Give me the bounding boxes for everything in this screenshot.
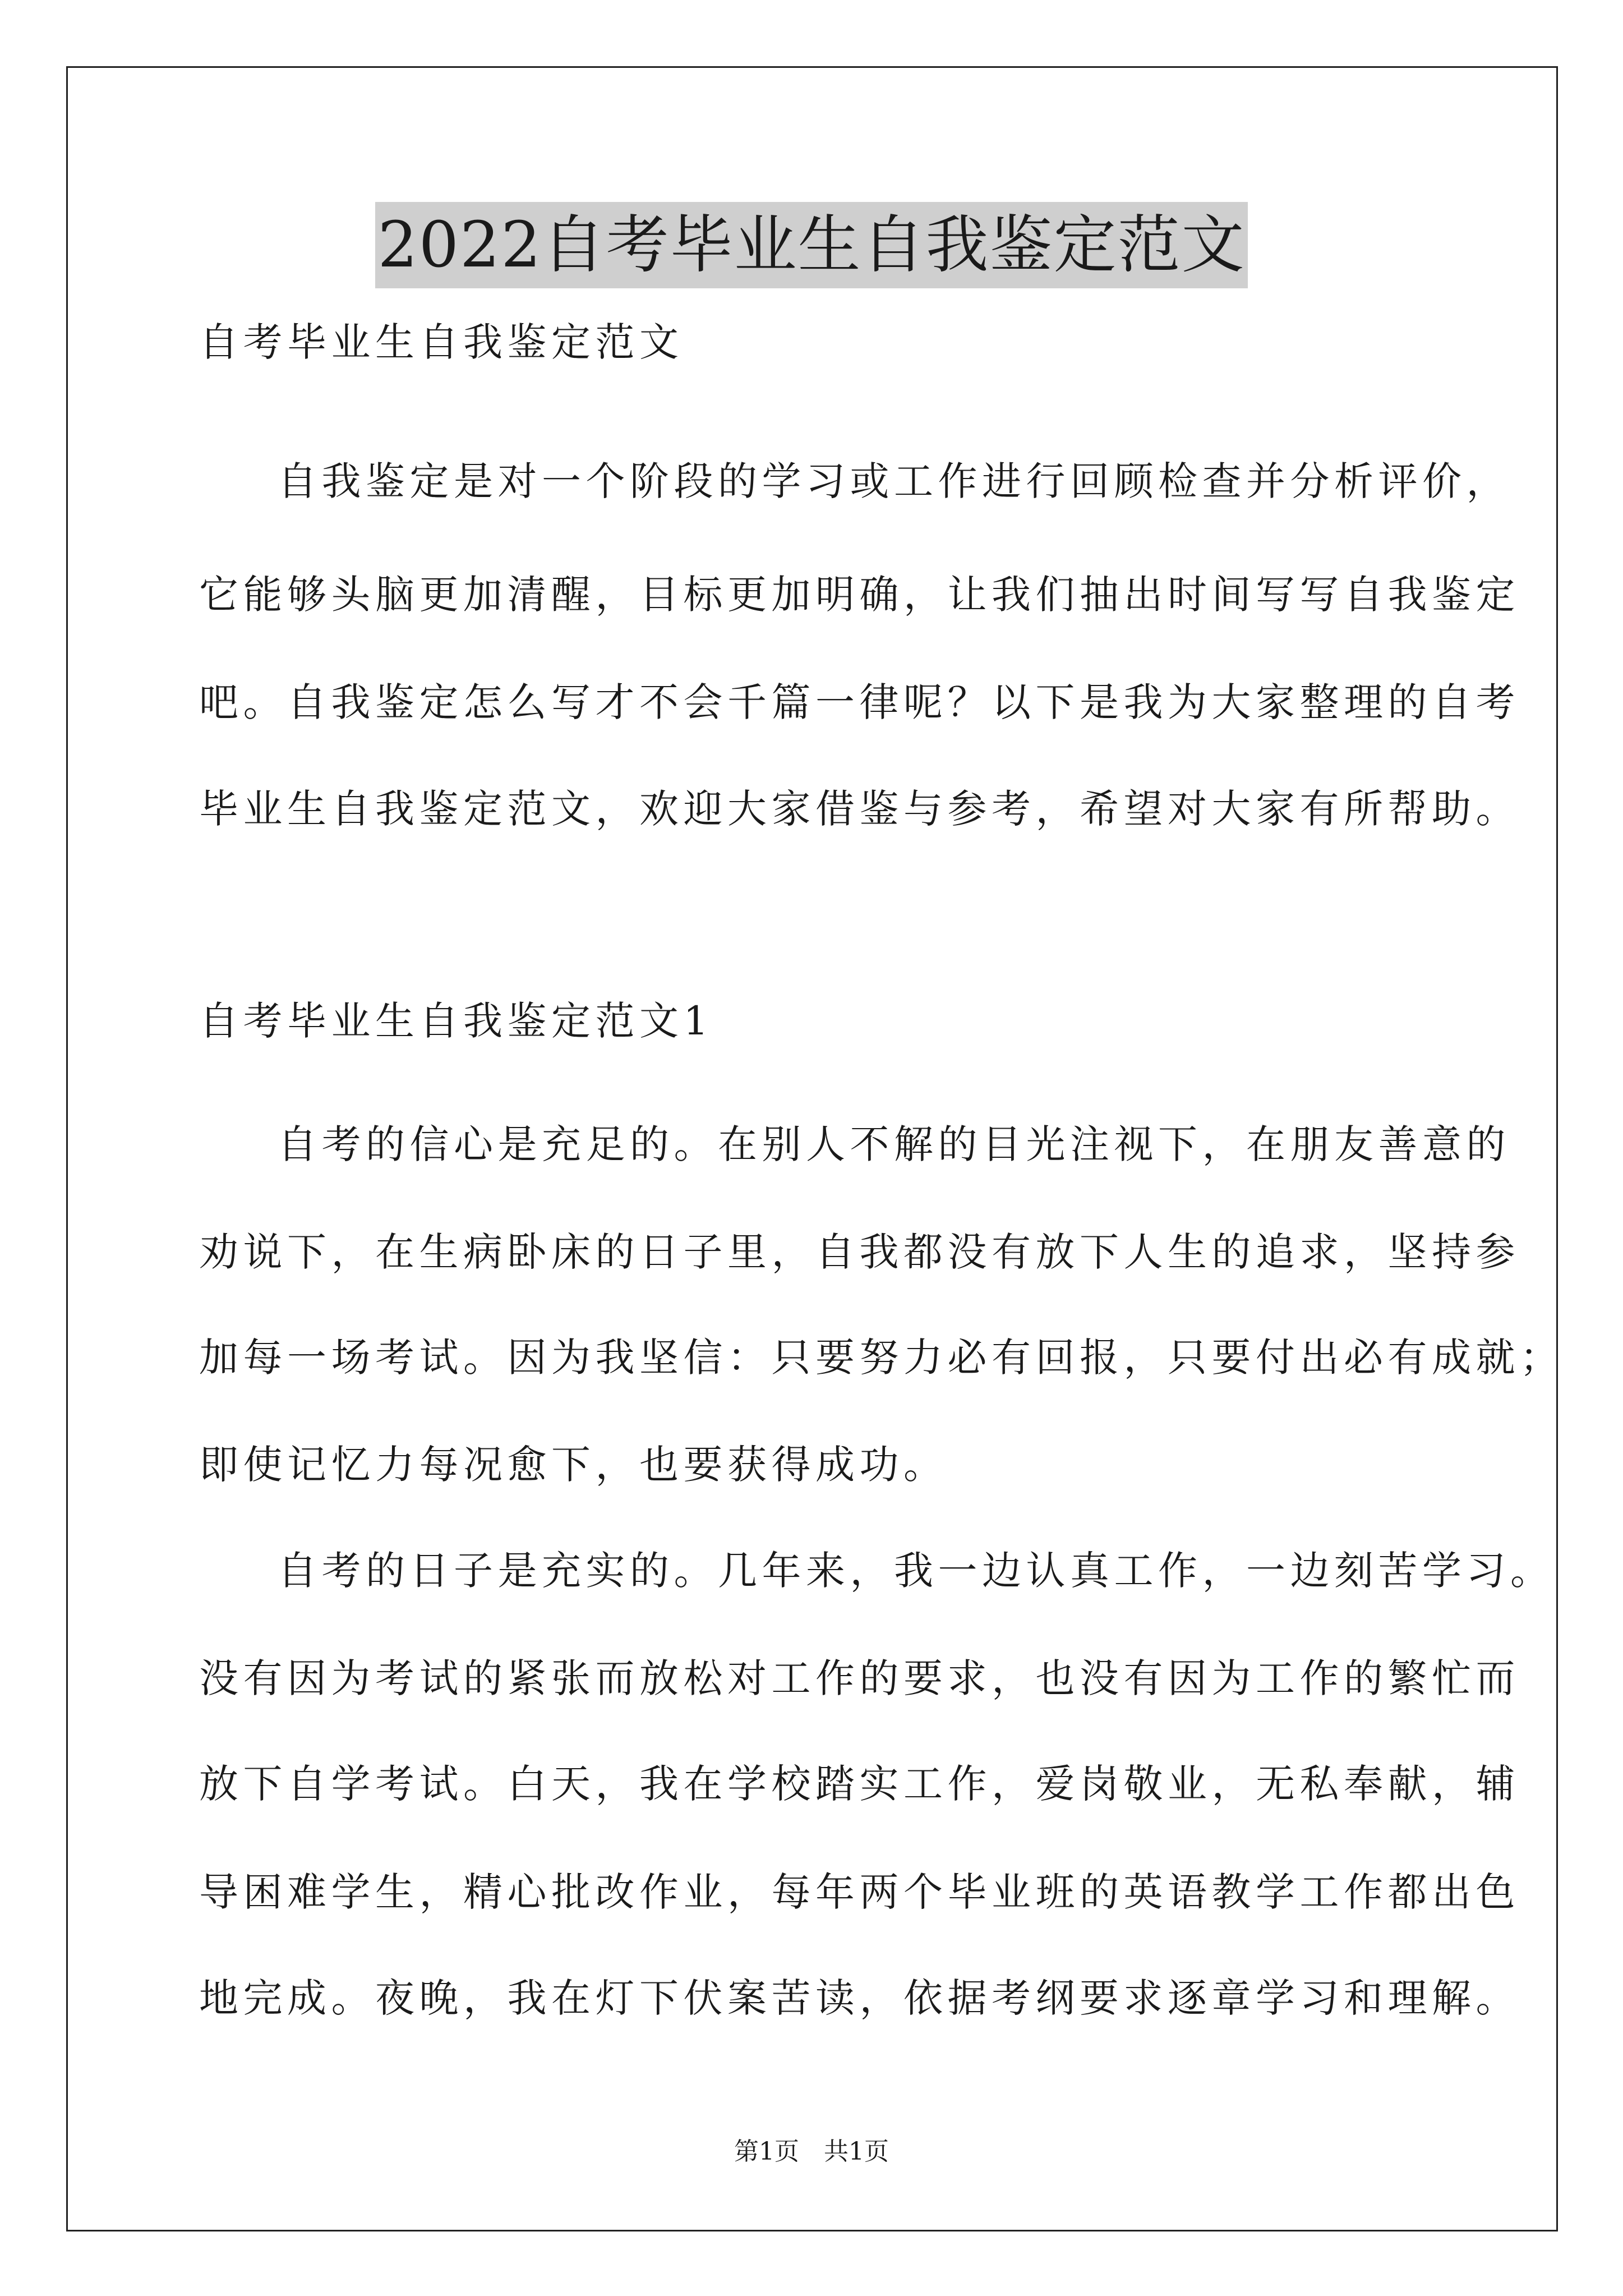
section-heading: 自考毕业生自我鉴定范文 xyxy=(199,319,684,365)
paragraph-line: 地完成。夜晚，我在灯下伏案苦读，依据考纲要求逐章学习和理解。 xyxy=(199,1975,1520,2021)
paragraph-line: 加每一场考试。因为我坚信：只要努力必有回报，只要付出必有成就； xyxy=(199,1335,1564,1381)
paragraph-line: 劝说下，在生病卧床的日子里，自我都没有放下人生的追求，坚持参 xyxy=(199,1229,1520,1275)
paragraph-line: 吧。自我鉴定怎么写才不会千篇一律呢？以下是我为大家整理的自考 xyxy=(199,679,1520,725)
paragraph-line: 没有因为考试的紧张而放松对工作的要求，也没有因为工作的繁忙而 xyxy=(199,1655,1520,1701)
paragraph-line: 它能够头脑更加清醒，目标更加明确，让我们抽出时间写写自我鉴定 xyxy=(199,572,1520,618)
paragraph-line: 即使记忆力每况愈下，也要获得成功。 xyxy=(199,1442,948,1488)
paragraph-line: 放下自学考试。白天，我在学校踏实工作，爱岗敬业，无私奉献，辅 xyxy=(199,1761,1520,1807)
paragraph-line: 导困难学生，精心批改作业，每年两个毕业班的英语教学工作都出色 xyxy=(199,1869,1520,1915)
page-footer: 第1页 共1页 xyxy=(734,2137,889,2166)
paragraph-line: 自我鉴定是对一个阶段的学习或工作进行回顾检查并分析评价， xyxy=(278,458,1510,504)
title-container xyxy=(0,202,1623,288)
paragraph-line: 自考的日子是充实的。几年来，我一边认真工作，一边刻苦学习。 xyxy=(278,1548,1555,1594)
document-title: 2022自考毕业生自我鉴定范文 xyxy=(375,202,1247,288)
section-heading: 自考毕业生自我鉴定范文1 xyxy=(199,998,713,1044)
paragraph-line: 自考的信心是充足的。在别人不解的目光注视下，在朋友善意的 xyxy=(278,1121,1510,1167)
paragraph-line: 毕业生自我鉴定范文，欢迎大家借鉴与参考，希望对大家有所帮助。 xyxy=(199,786,1520,832)
